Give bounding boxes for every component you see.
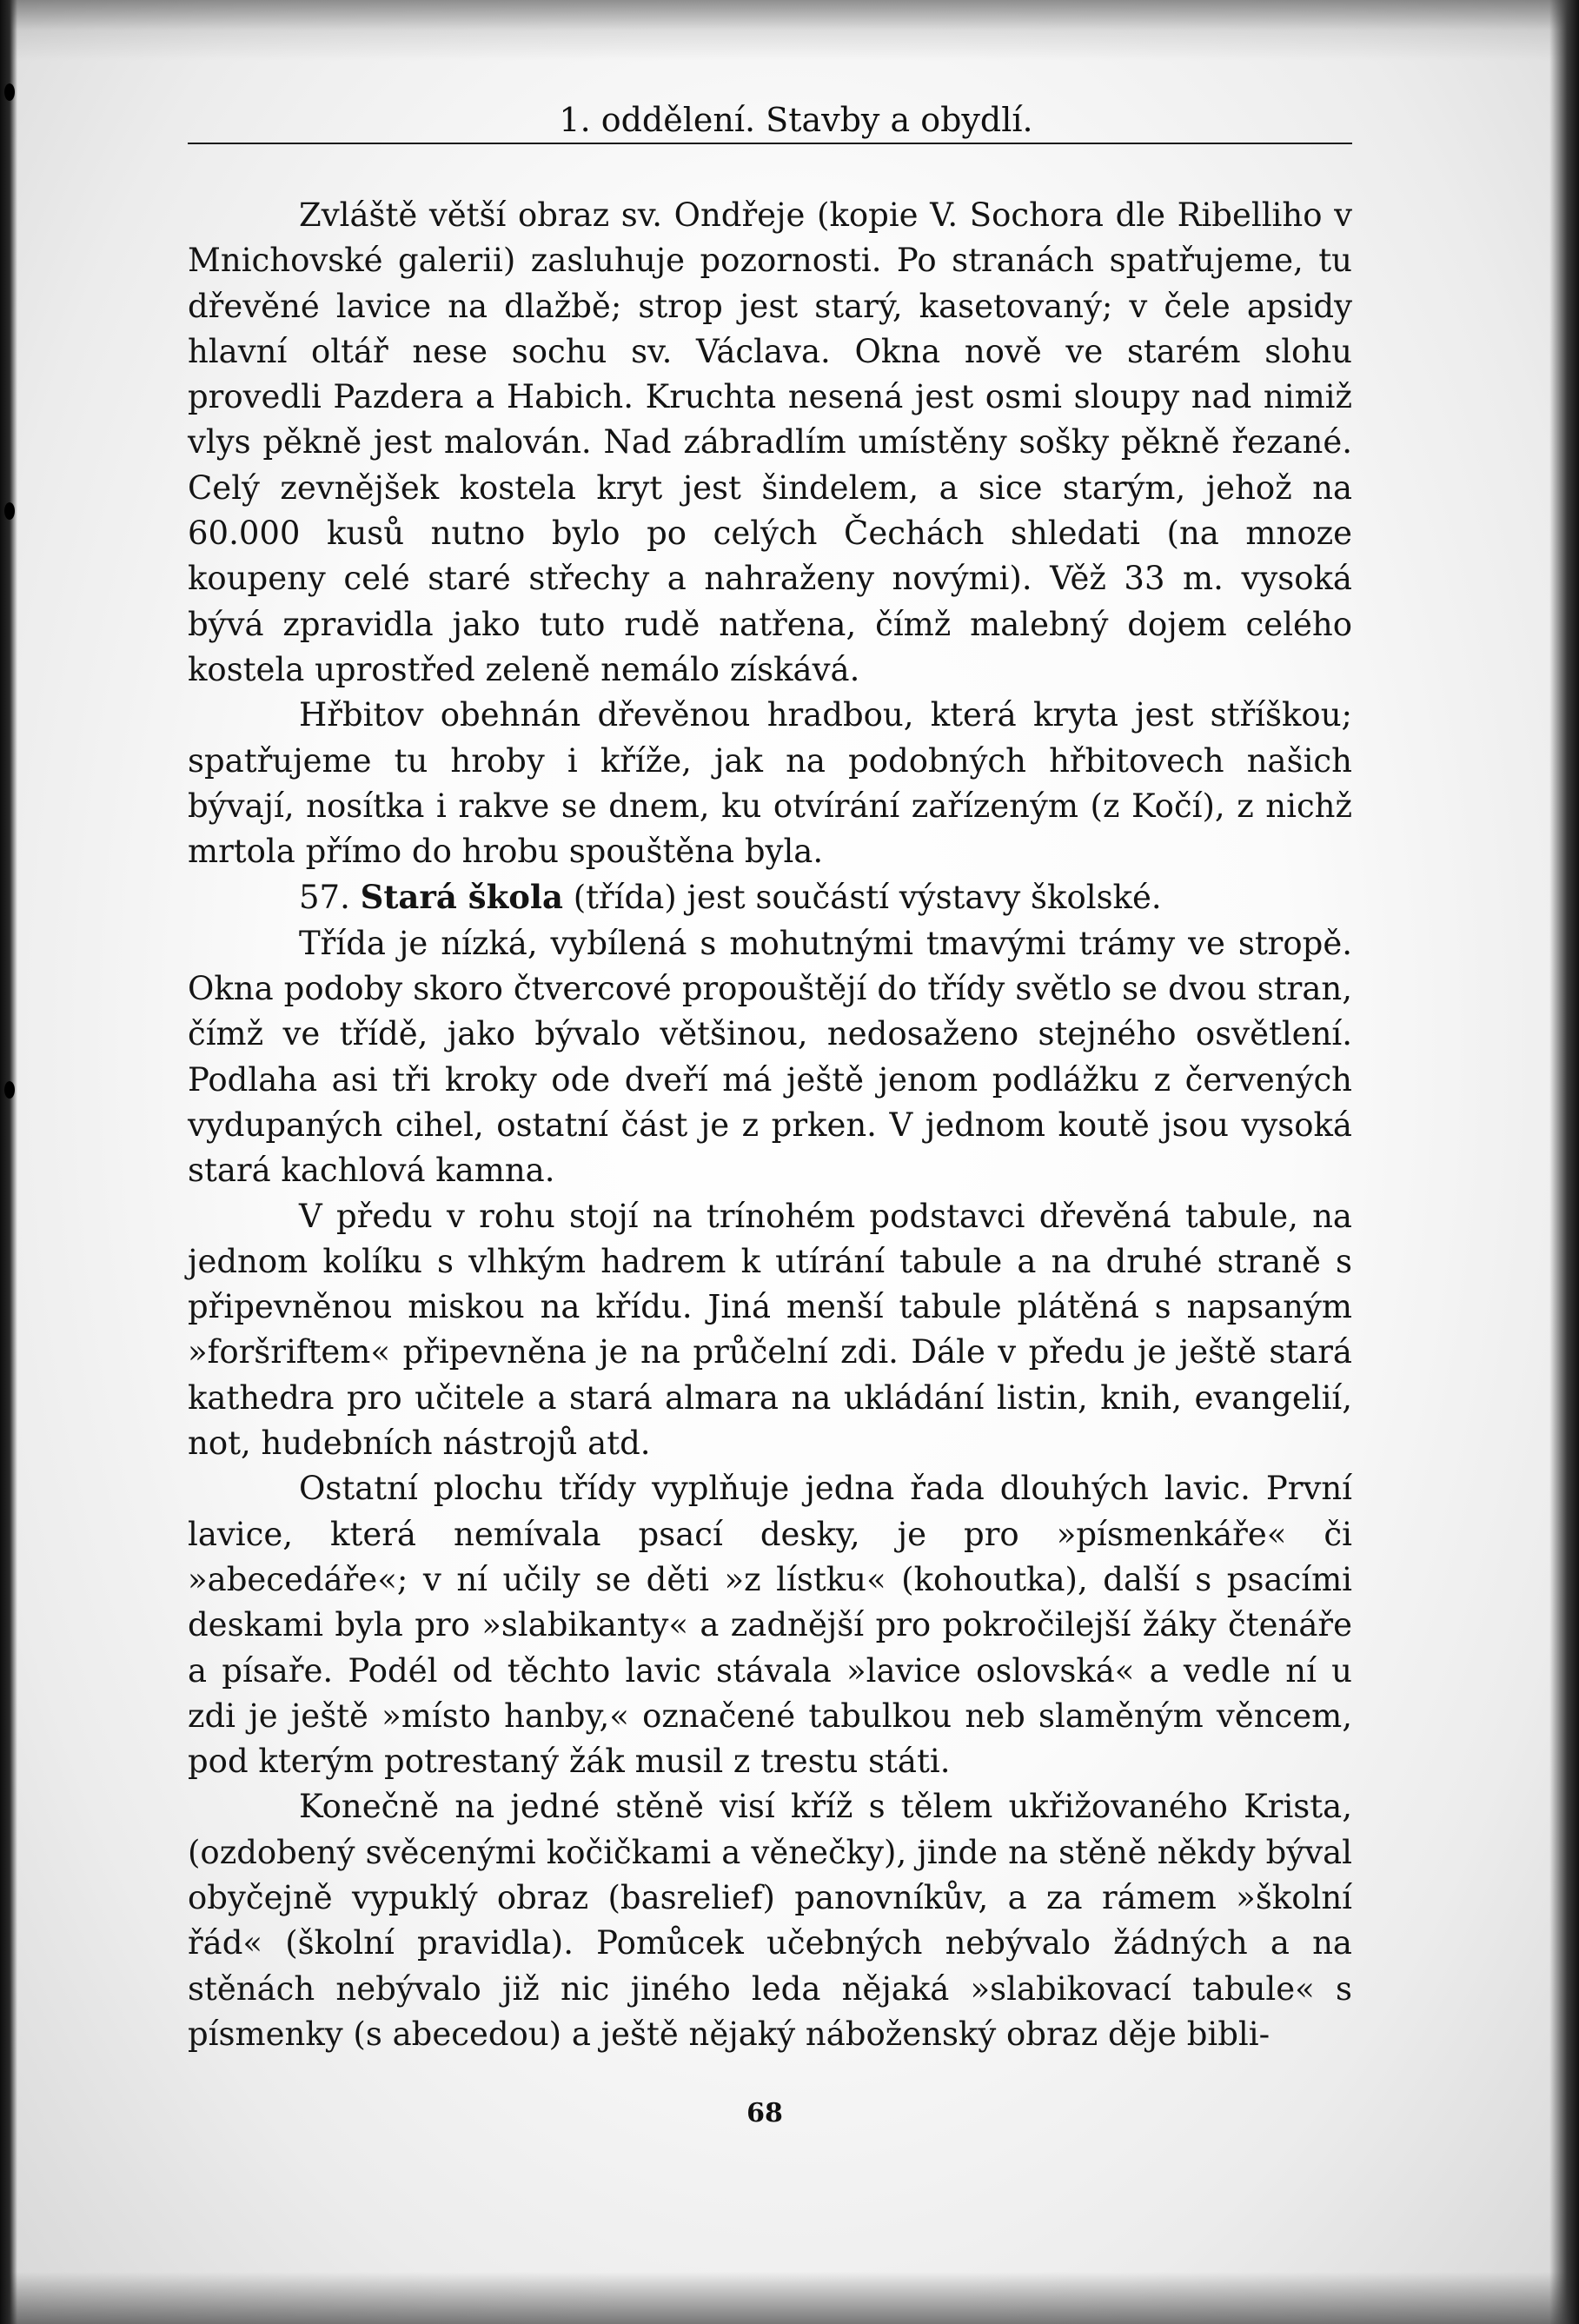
paragraph-wall-decor: Konečně na jedné stěně visí kříž s tělem ukřižovaného Krista, (ozdobený svěcenými kočičkami a věnečky), jinde na stěně někdy býval obyčejně vypuklý obraz (basrelief) panovníkův, a za rámem »školní řád« (školní pravidla). Pomůcek učebných nebývalo žádných a na stěnách nebývalo již nic jiného leda nějaká »slabikovací tabule« s písmenky (s abecedou) a ještě nějaký náboženský obraz děje bibli- [188,1788,1352,2053]
header-rule [188,143,1352,144]
paragraph-benches: Ostatní plochu třídy vyplňuje jedna řada dlouhých lavic. První lavice, která nemívala psací desky, je pro »písmenkáře« či »abecedáře«; v ní učily se děti »z lístku« (kohoutka), další s psacími deskami byla pro »slabikanty« a zadnější pro pokročilejší žáky čtenáře a písaře. Podél od těchto lavic stávala »lavice oslovská« a vedle ní u zdi je ještě »místo hanby,« označené tabulkou neb slaměným věncem, pod kterým potrestaný žák musil z trestu státi. [188,1470,1352,1781]
paragraph-church-interior: Zvláště větší obraz sv. Ondřeje (kopie V. Sochora dle Ribelliho v Mnichovské galerii) zasluhuje pozornosti. Po stranách spatřujeme, tu dřevěné lavice na dlažbě; strop jest starý, kasetovaný; v čele apsidy hlavní oltář nese sochu sv. Václava. Okna nově ve starém slohu provedli Pazdera a Habich. Kruchta nesená jest osmi sloupy nad nimiž vlys pěkně jest malován. Nad zábradlím umístěny sošky pěkně řezané. Celý zevnějšek kostela kryt jest šindelem, a sice starým, jehož na 60.000 kusů nutno bylo po celých Čechách shledati (na mnoze koupeny celé staré střechy a nahraženy novými). Věž 33 m. vysoká bývá zpravidla jako tuto rudě natřena, čímž malebný dojem celého kostela uprostřed zeleně nemálo získává. [188,196,1352,688]
page-number: 68 [746,2098,783,2128]
section-title: Stará škola [360,878,563,917]
running-head: 1. oddělení. Stavby a obydlí. [559,101,1033,139]
binding-hole-mark [4,502,15,520]
paragraph-cemetery: Hřbitov obehnán dřevěnou hradbou, která kryta jest stříškou; spatřujeme tu hroby i kříže, jak na podobných hřbitovech našich bývají, nosítka i rakve se dnem, ku otvírání zařízeným (z Kočí), z nichž mrtola přímo do hrobu spouštěna byla. [188,696,1352,871]
binding-hole-mark [4,1081,15,1099]
paragraph-classroom: Třída je nízká, vybílená s mohutnými tmavými trámy ve stropě. Okna podoby skoro čtvercové propouštějí do třídy světlo se dvou stran, čímž ve třídě, jako bývalo většinou, nedosaženo stejného osvětlení. Podlaha asi tři kroky ode dveří má ještě jenom podlážku z červených vydupaných cihel, ostatní část je z prken. V jednom koutě jsou vysoká stará kachlová kamna. [188,924,1352,1190]
body-text [188,193,1352,2057]
scan-shadow-left [0,0,17,2324]
section-number: 57. [299,879,350,917]
paragraph-blackboard: V předu v rohu stojí na trínohém podstavci dřevěná tabule, na jednom kolíku s vlhkým hadrem k utírání tabule a na druhé straně s připevněnou miskou na křídu. Jiná menší tabule plátěná s napsaným »foršriftem« připevněna je na průčelní zdi. Dále v předu je ještě stará kathedra pro učitele a stará almara na ukládání listin, knih, evangelií, not, hudebních nástrojů atd. [188,1197,1352,1463]
scan-shadow-top [0,0,1579,61]
scan-shadow-right [1549,0,1579,2324]
section-heading-57 [188,874,1352,920]
scan-shadow-bottom [0,2272,1579,2324]
binding-hole-mark [4,83,15,101]
section-heading-rest: (třída) jest součástí výstavy školské. [573,879,1162,917]
